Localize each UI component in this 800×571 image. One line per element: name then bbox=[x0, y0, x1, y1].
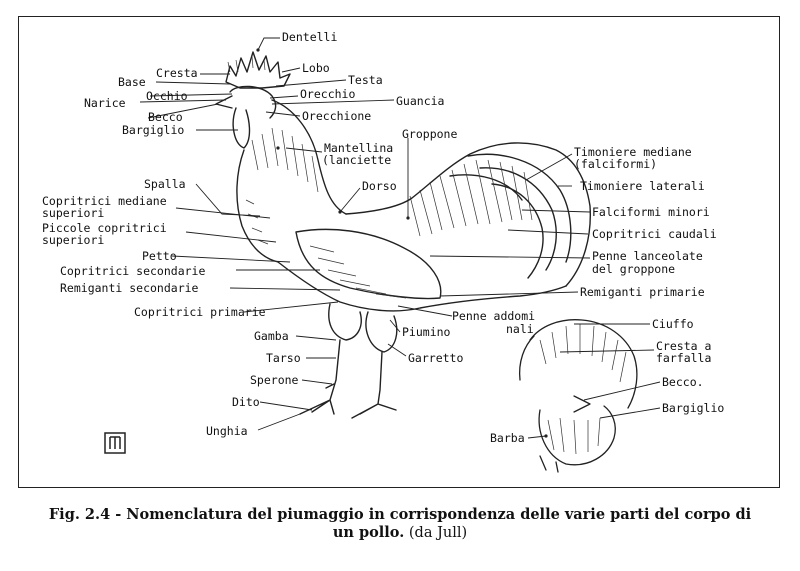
label-piumino: Piumino bbox=[402, 325, 451, 339]
label-penne-lanceolate-2: del groppone bbox=[592, 262, 676, 276]
comb-shape bbox=[226, 52, 290, 88]
label-cresta-farfalla-2: farfalla bbox=[656, 351, 712, 365]
label-sperone: Sperone bbox=[250, 373, 299, 387]
label-timoniere-mediane-1: Timoniere mediane bbox=[574, 145, 692, 159]
label-dentelli: Dentelli bbox=[282, 30, 338, 44]
label-cresta-farfalla-1: Cresta a bbox=[656, 339, 712, 353]
leg-right bbox=[352, 352, 396, 418]
label-cresta: Cresta bbox=[156, 66, 198, 80]
label-tarso: Tarso bbox=[266, 351, 301, 365]
label-becco-ciuffo: Becco. bbox=[662, 375, 704, 389]
caption-line-2: un pollo. bbox=[332, 524, 405, 541]
label-penne-addominali-1: Penne addomi bbox=[452, 309, 536, 323]
label-ciuffo: Ciuffo bbox=[652, 317, 694, 331]
label-becco: Becco bbox=[148, 110, 183, 124]
thigh-shape bbox=[329, 304, 361, 340]
crested-beak bbox=[574, 396, 590, 412]
leg-left bbox=[300, 340, 340, 414]
label-penne-lanceolate-1: Penne lanceolate bbox=[592, 249, 703, 263]
label-remiganti-primarie: Remiganti primarie bbox=[580, 285, 705, 299]
label-garretto: Garretto bbox=[408, 351, 464, 365]
label-testa: Testa bbox=[348, 73, 383, 87]
label-occhio: Occhio bbox=[146, 89, 188, 103]
figure-caption bbox=[0, 506, 800, 542]
label-orecchione: Orecchione bbox=[302, 109, 372, 123]
label-falciformi-minori: Falciformi minori bbox=[592, 205, 710, 219]
label-groppone: Groppone bbox=[402, 127, 458, 141]
label-timoniere-laterali: Timoniere laterali bbox=[580, 179, 705, 193]
label-remiganti-secondarie: Remiganti secondarie bbox=[60, 281, 199, 295]
head-shape bbox=[230, 86, 276, 118]
label-copritrici-secondarie: Copritrici secondarie bbox=[60, 264, 206, 278]
label-lanciette: (lanciette bbox=[322, 153, 392, 167]
label-copritrici-mediane-2: superiori bbox=[42, 206, 105, 220]
label-base: Base bbox=[118, 75, 146, 89]
label-copritrici-caudali: Copritrici caudali bbox=[592, 227, 717, 241]
label-bargiglio: Bargiglio bbox=[122, 123, 185, 137]
label-copritrici-mediane-1: Copritrici mediane bbox=[42, 194, 167, 208]
label-bargiglio-ciuffo: Bargiglio bbox=[662, 401, 725, 415]
label-dito: Dito bbox=[232, 395, 260, 409]
label-lobo: Lobo bbox=[302, 61, 330, 75]
label-barba: Barba bbox=[490, 431, 525, 445]
label-penne-addominali-2: nali bbox=[506, 322, 534, 336]
beak-shape bbox=[216, 96, 232, 108]
label-piccole-copritrici-1: Piccole copritrici bbox=[42, 221, 167, 235]
label-narice: Narice bbox=[84, 96, 126, 110]
label-copritrici-primarie: Copritrici primarie bbox=[134, 305, 266, 319]
label-piccole-copritrici-2: superiori bbox=[42, 233, 105, 247]
caption-source: (da Jull) bbox=[408, 525, 468, 541]
label-dorso: Dorso bbox=[362, 179, 397, 193]
label-timoniere-mediane-2: (falciformi) bbox=[574, 157, 658, 171]
publisher-mark-icon bbox=[104, 432, 126, 454]
label-petto: Petto bbox=[142, 249, 177, 263]
wattle-shape bbox=[233, 108, 249, 148]
label-unghia: Unghia bbox=[206, 424, 248, 438]
label-mantellina: Mantellina bbox=[324, 141, 394, 155]
spur bbox=[326, 384, 334, 388]
caption-line-1: Fig. 2.4 - Nomenclatura del piumaggio in corrispondenza delle varie parti del corpo di bbox=[48, 506, 752, 523]
label-spalla: Spalla bbox=[144, 177, 186, 191]
wing-shape bbox=[296, 229, 441, 298]
beard-shape bbox=[539, 406, 615, 465]
label-orecchio: Orecchio bbox=[300, 87, 356, 101]
label-gamba: Gamba bbox=[254, 329, 289, 343]
label-guancia: Guancia bbox=[396, 94, 445, 108]
